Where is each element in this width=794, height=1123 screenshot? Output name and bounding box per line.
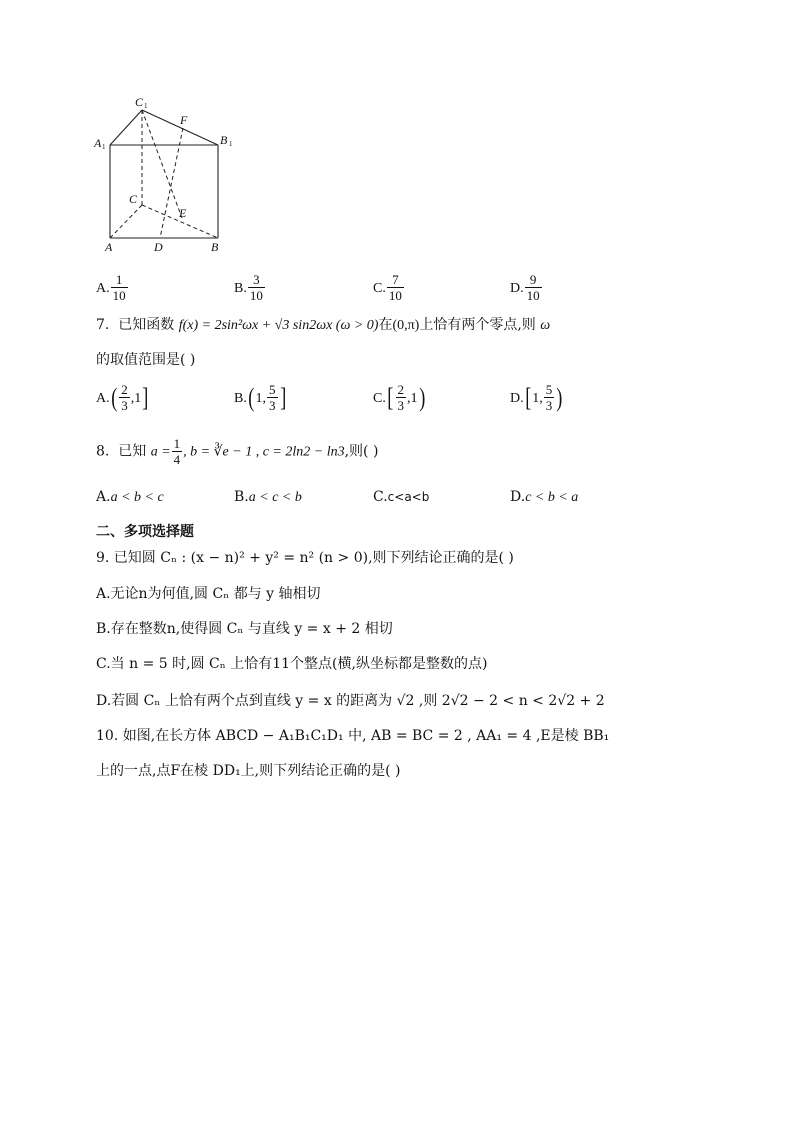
q6-options — [96, 262, 596, 302]
label-d: D — [154, 240, 163, 254]
q7-option-c[interactable]: C.[ $\frac{2}{3}$ ,1) — [373, 382, 425, 413]
label-b: B — [211, 240, 219, 254]
q8-stem: 8. 已知 a = $\frac{1}{4}$ , b = ∛e − 1 , c = 2ln2 − ln3,则( ) — [96, 436, 379, 467]
label-a: A — [105, 240, 113, 254]
label-c: C — [129, 192, 138, 206]
q7-stem-line1: 7. 已知函数 f(x) = 2sin²ωx + √3 sin2ωx (ω > 0)在(0,π)上恰有两个零点,则 ω — [96, 317, 551, 333]
q7-option-d[interactable]: D.[1, $\frac{5}{3}$ ) — [510, 382, 563, 413]
q9-option-a[interactable]: A.无论n为何值,圆 Cₙ 都与 y 轴相切 — [96, 586, 321, 602]
label-e: E — [179, 206, 187, 220]
q6-option-b[interactable]: B. $\frac{3}{10}$ — [234, 272, 263, 303]
q10-stem-line1: 10. 如图,在长方体 ABCD − A₁B₁C₁D₁ 中, AB = BC = 2 , AA₁ = 4 ,E是棱 BB₁ — [96, 728, 610, 744]
q6-option-a[interactable]: A. $\frac{1}{10}$ — [96, 272, 126, 303]
q6-option-c[interactable]: C. $\frac{7}{10}$ — [373, 272, 402, 303]
q9-option-c[interactable]: C.当 n = 5 时,圆 Cₙ 上恰有11个整点(横,纵坐标都是整数的点) — [96, 656, 488, 672]
q8-option-a[interactable]: A.a < b < c — [96, 489, 164, 505]
q10-stem-line2: 上的一点,点F在棱 DD₁上,则下列结论正确的是( ) — [96, 763, 401, 779]
q7-function: f(x) = 2sin²ωx + √3 sin2ωx (ω > 0) — [178, 318, 379, 333]
prism-diagram — [90, 90, 250, 258]
section-heading: 二、多项选择题 — [96, 524, 194, 540]
label-c1: C — [135, 95, 144, 109]
q8-option-d[interactable]: D.c < b < a — [510, 489, 579, 505]
q8-option-c[interactable]: C.c<a<b — [373, 489, 430, 505]
svg-text:1: 1 — [144, 102, 148, 110]
label-f: F — [180, 113, 188, 127]
q9-stem: 9. 已知圆 Cₙ : (x − n)² + y² = n² (n > 0),则下列结论正确的是( ) — [96, 550, 514, 566]
svg-text:1: 1 — [229, 140, 233, 148]
label-b1: B — [220, 133, 228, 147]
q6-option-d[interactable]: D. $\frac{9}{10}$ — [510, 272, 540, 303]
q9-option-d[interactable]: D.若圆 Cₙ 上恰有两个点到直线 y = x 的距离为 √2 ,则 2√2 − 2 < n < 2√2 + 2 — [96, 693, 605, 709]
q7-stem-line2: 的取值范围是( ) — [96, 352, 196, 368]
q7-option-a[interactable]: A.( $\frac{2}{3}$ ,1] — [96, 382, 149, 413]
label-a1: A — [94, 136, 102, 150]
prism-figure — [90, 90, 250, 258]
q9-option-b[interactable]: B.存在整数n,使得圆 Cₙ 与直线 y = x + 2 相切 — [96, 621, 393, 637]
q7-option-b[interactable]: B.(1, $\frac{5}{3}$ ] — [234, 382, 286, 413]
q7-options — [96, 382, 616, 422]
q8-option-b[interactable]: B.a < c < b — [234, 489, 302, 505]
svg-text:1: 1 — [102, 143, 106, 151]
q8-options — [96, 488, 616, 508]
